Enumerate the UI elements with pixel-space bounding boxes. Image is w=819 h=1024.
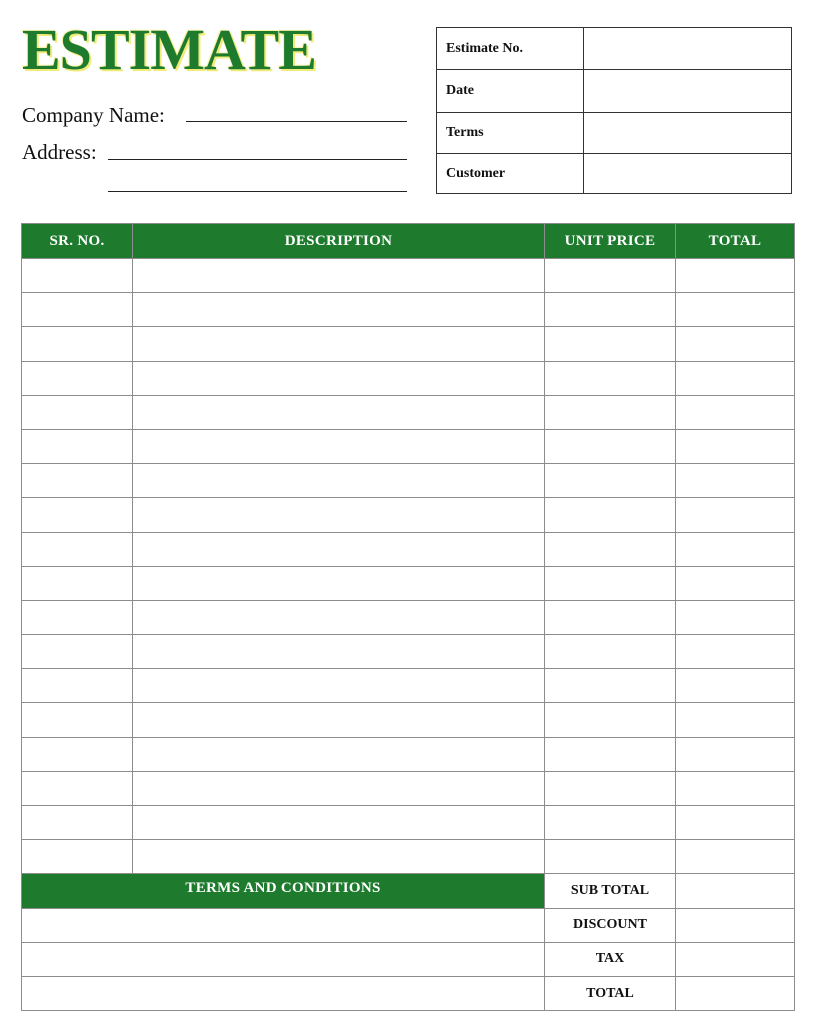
company-name-label: Company Name: xyxy=(22,103,165,127)
table-header-row xyxy=(22,224,795,259)
total-cell[interactable] xyxy=(676,703,795,737)
description-cell[interactable] xyxy=(133,840,545,874)
total-cell[interactable] xyxy=(676,498,795,532)
sr-no-cell[interactable] xyxy=(22,806,133,840)
description-cell[interactable] xyxy=(133,737,545,771)
unit-price-cell[interactable] xyxy=(545,293,676,327)
unit-price-cell[interactable] xyxy=(545,840,676,874)
description-cell[interactable] xyxy=(133,395,545,429)
sr-no-cell[interactable] xyxy=(22,840,133,874)
info-row-date xyxy=(437,69,791,112)
table-row xyxy=(22,600,795,634)
table-row xyxy=(22,259,795,293)
discount-value[interactable] xyxy=(676,908,795,942)
unit-price-cell[interactable] xyxy=(545,737,676,771)
description-cell[interactable] xyxy=(133,327,545,361)
sr-no-cell[interactable] xyxy=(22,771,133,805)
unit-price-cell[interactable] xyxy=(545,532,676,566)
summary-row xyxy=(22,908,795,942)
description-cell[interactable] xyxy=(133,669,545,703)
company-name-field[interactable] xyxy=(186,121,407,122)
description-cell[interactable] xyxy=(133,259,545,293)
sr-no-cell[interactable] xyxy=(22,600,133,634)
description-cell[interactable] xyxy=(133,532,545,566)
table-row xyxy=(22,361,795,395)
sr-no-cell[interactable] xyxy=(22,566,133,600)
table-row xyxy=(22,498,795,532)
sr-no-cell[interactable] xyxy=(22,293,133,327)
total-cell[interactable] xyxy=(676,840,795,874)
total-cell[interactable] xyxy=(676,737,795,771)
sr-no-cell[interactable] xyxy=(22,395,133,429)
sr-no-cell[interactable] xyxy=(22,361,133,395)
discount-label: DISCOUNT xyxy=(545,908,676,942)
terms-conditions-line[interactable] xyxy=(22,908,545,942)
sr-no-cell[interactable] xyxy=(22,635,133,669)
total-cell[interactable] xyxy=(676,327,795,361)
unit-price-cell[interactable] xyxy=(545,771,676,805)
address-label: Address: xyxy=(22,140,97,164)
unit-price-cell[interactable] xyxy=(545,498,676,532)
description-cell[interactable] xyxy=(133,293,545,327)
unit-price-cell[interactable] xyxy=(545,395,676,429)
terms-conditions-line[interactable] xyxy=(22,942,545,976)
customer-field[interactable] xyxy=(584,154,791,194)
unit-price-cell[interactable] xyxy=(545,635,676,669)
description-cell[interactable] xyxy=(133,635,545,669)
tax-label: TAX xyxy=(545,942,676,976)
total-cell[interactable] xyxy=(676,635,795,669)
sub-total-value[interactable] xyxy=(676,874,795,908)
terms-label: Terms xyxy=(446,125,484,140)
summary-row xyxy=(22,942,795,976)
description-cell[interactable] xyxy=(133,566,545,600)
date-field[interactable] xyxy=(584,70,791,112)
table-row xyxy=(22,635,795,669)
info-row-terms xyxy=(437,112,791,153)
estimate-no-label: Estimate No. xyxy=(446,40,523,56)
unit-price-cell[interactable] xyxy=(545,429,676,463)
total-cell[interactable] xyxy=(676,361,795,395)
column-header-unit-price: UNIT PRICE xyxy=(545,224,676,259)
unit-price-cell[interactable] xyxy=(545,703,676,737)
unit-price-cell[interactable] xyxy=(545,464,676,498)
estimate-items-table xyxy=(21,223,795,1011)
table-row xyxy=(22,771,795,805)
sr-no-cell[interactable] xyxy=(22,498,133,532)
unit-price-cell[interactable] xyxy=(545,566,676,600)
total-cell[interactable] xyxy=(676,429,795,463)
table-row xyxy=(22,293,795,327)
total-cell[interactable] xyxy=(676,771,795,805)
unit-price-cell[interactable] xyxy=(545,361,676,395)
description-cell[interactable] xyxy=(133,771,545,805)
description-cell[interactable] xyxy=(133,498,545,532)
sub-total-label: SUB TOTAL xyxy=(545,874,676,908)
total-cell[interactable] xyxy=(676,464,795,498)
sr-no-cell[interactable] xyxy=(22,669,133,703)
document-title: ESTIMATE xyxy=(22,17,316,82)
total-cell[interactable] xyxy=(676,293,795,327)
description-cell[interactable] xyxy=(133,429,545,463)
info-row-customer xyxy=(437,153,791,194)
total-cell[interactable] xyxy=(676,669,795,703)
estimate-no-field[interactable] xyxy=(584,28,791,69)
total-cell[interactable] xyxy=(676,566,795,600)
table-row xyxy=(22,429,795,463)
tax-value[interactable] xyxy=(676,942,795,976)
table-row xyxy=(22,703,795,737)
terms-conditions-heading: TERMS AND CONDITIONS xyxy=(22,874,545,908)
total-cell[interactable] xyxy=(676,259,795,293)
table-row xyxy=(22,806,795,840)
sr-no-cell[interactable] xyxy=(22,327,133,361)
table-row xyxy=(22,737,795,771)
estimate-info-box xyxy=(436,27,792,194)
total-cell[interactable] xyxy=(676,806,795,840)
column-header-total: TOTAL xyxy=(676,224,795,259)
unit-price-cell[interactable] xyxy=(545,327,676,361)
summary-row xyxy=(22,976,795,1010)
description-cell[interactable] xyxy=(133,600,545,634)
grand-total-label: TOTAL xyxy=(545,976,676,1010)
total-cell[interactable] xyxy=(676,532,795,566)
description-cell[interactable] xyxy=(133,703,545,737)
table-row xyxy=(22,840,795,874)
unit-price-cell[interactable] xyxy=(545,806,676,840)
sr-no-cell[interactable] xyxy=(22,429,133,463)
date-label: Date xyxy=(446,83,474,98)
table-row xyxy=(22,327,795,361)
sr-no-cell[interactable] xyxy=(22,259,133,293)
table-row xyxy=(22,532,795,566)
column-header-sr-no: SR. NO. xyxy=(22,224,133,259)
total-cell[interactable] xyxy=(676,395,795,429)
sr-no-cell[interactable] xyxy=(22,703,133,737)
unit-price-cell[interactable] xyxy=(545,259,676,293)
table-row xyxy=(22,566,795,600)
table-row xyxy=(22,395,795,429)
table-row xyxy=(22,464,795,498)
sr-no-cell[interactable] xyxy=(22,532,133,566)
address-field-line-1[interactable] xyxy=(108,159,407,160)
description-cell[interactable] xyxy=(133,806,545,840)
unit-price-cell[interactable] xyxy=(545,669,676,703)
total-cell[interactable] xyxy=(676,600,795,634)
summary-row xyxy=(22,874,795,908)
unit-price-cell[interactable] xyxy=(545,600,676,634)
sr-no-cell[interactable] xyxy=(22,464,133,498)
customer-label: Customer xyxy=(446,166,506,181)
description-cell[interactable] xyxy=(133,361,545,395)
info-row-estimate-no xyxy=(437,28,791,69)
address-field-line-2[interactable] xyxy=(108,191,407,192)
terms-conditions-line[interactable] xyxy=(22,976,545,1010)
terms-field[interactable] xyxy=(584,113,791,153)
table-row xyxy=(22,669,795,703)
grand-total-value[interactable] xyxy=(676,976,795,1010)
sr-no-cell[interactable] xyxy=(22,737,133,771)
description-cell[interactable] xyxy=(133,464,545,498)
column-header-description: DESCRIPTION xyxy=(133,224,545,259)
